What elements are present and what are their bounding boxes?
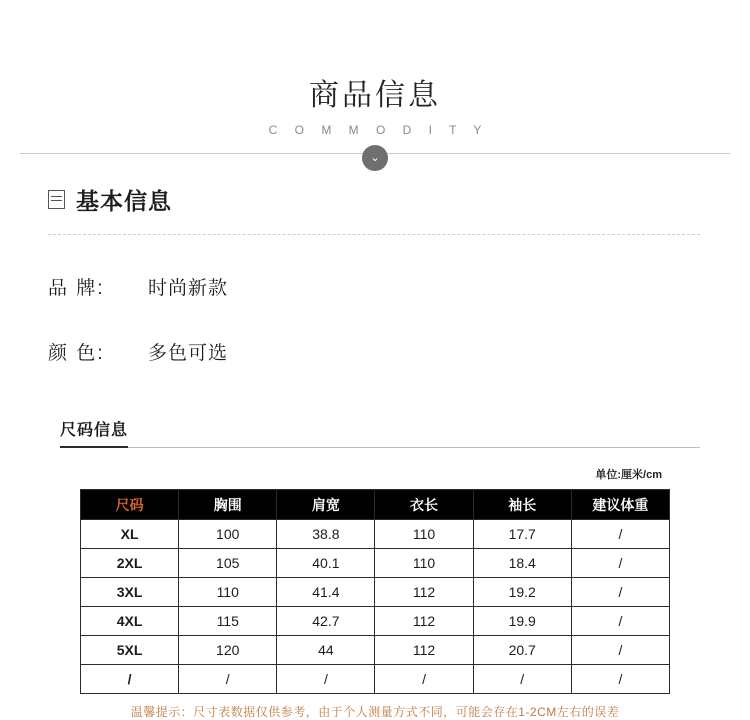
size-table-head: [81, 490, 670, 520]
table-row: [81, 549, 670, 578]
size-table-col-size: 尺码: [81, 490, 179, 520]
cell-bust: 105: [179, 549, 277, 578]
page-header: [0, 0, 750, 164]
cell-shoulder: /: [277, 665, 375, 694]
page-subtitle: C O M M O D I T Y: [268, 123, 489, 137]
cell-sleeve: 20.7: [473, 636, 571, 665]
info-row-brand: [48, 273, 700, 300]
size-table: [80, 489, 670, 694]
cell-length: 110: [375, 520, 473, 549]
table-row: [81, 520, 670, 549]
cell-shoulder: 44: [277, 636, 375, 665]
cell-shoulder: 41.4: [277, 578, 375, 607]
basic-info-heading: [48, 183, 700, 216]
cell-weight: /: [571, 636, 669, 665]
cell-weight: /: [571, 665, 669, 694]
cell-size: 4XL: [81, 607, 179, 636]
size-table-wrapper: [80, 489, 670, 694]
size-table-col-weight: 建议体重: [571, 490, 669, 520]
size-info-title: 尺码信息: [60, 417, 128, 448]
cell-sleeve: 17.7: [473, 520, 571, 549]
cell-shoulder: 38.8: [277, 520, 375, 549]
size-table-header-row: [81, 490, 670, 520]
chevron-down-icon: ⌄: [362, 145, 388, 171]
cell-size: 3XL: [81, 578, 179, 607]
cell-size: 5XL: [81, 636, 179, 665]
page-title: 商品信息: [309, 79, 441, 112]
cell-length: 112: [375, 607, 473, 636]
table-row: [81, 665, 670, 694]
cell-shoulder: 42.7: [277, 607, 375, 636]
cell-length: 112: [375, 636, 473, 665]
size-table-col-shoulder: 肩宽: [277, 490, 375, 520]
cell-length: 112: [375, 578, 473, 607]
cell-weight: /: [571, 607, 669, 636]
size-info-section: [0, 417, 750, 482]
size-info-heading: [60, 417, 700, 448]
info-value-brand: 时尚新款: [148, 278, 229, 299]
info-label-color: 颜 色:: [48, 343, 105, 364]
cell-weight: /: [571, 578, 669, 607]
info-label-brand: 品 牌:: [48, 278, 105, 299]
size-table-col-sleeve: 袖长: [473, 490, 571, 520]
list-icon: [48, 190, 65, 209]
cell-bust: 120: [179, 636, 277, 665]
cell-weight: /: [571, 520, 669, 549]
table-row: [81, 636, 670, 665]
basic-info-divider: [48, 234, 700, 235]
cell-sleeve: 18.4: [473, 549, 571, 578]
cell-size: /: [81, 665, 179, 694]
cell-bust: 115: [179, 607, 277, 636]
size-info-divider: [60, 447, 700, 448]
table-row: [81, 607, 670, 636]
size-table-col-bust: 胸围: [179, 490, 277, 520]
size-unit-note: 单位:厘米/cm: [595, 469, 662, 481]
cell-weight: /: [571, 549, 669, 578]
cell-size: XL: [81, 520, 179, 549]
cell-sleeve: /: [473, 665, 571, 694]
cell-length: 110: [375, 549, 473, 578]
cell-sleeve: 19.2: [473, 578, 571, 607]
cell-shoulder: 40.1: [277, 549, 375, 578]
cell-size: 2XL: [81, 549, 179, 578]
cell-bust: /: [179, 665, 277, 694]
info-value-color: 多色可选: [148, 343, 229, 364]
basic-info-title: 基本信息: [76, 188, 172, 214]
info-row-color: [48, 338, 700, 365]
cell-bust: 110: [179, 578, 277, 607]
basic-info-section: [0, 183, 750, 365]
cell-sleeve: 19.9: [473, 607, 571, 636]
size-table-body: [81, 520, 670, 694]
cell-bust: 100: [179, 520, 277, 549]
table-row: [81, 578, 670, 607]
size-tip-text: 温馨提示：尺寸表数据仅供参考，由于个人测量方式不同，可能会存在1-2CM左右的误差: [130, 705, 620, 719]
size-table-col-length: 衣长: [375, 490, 473, 520]
cell-length: /: [375, 665, 473, 694]
